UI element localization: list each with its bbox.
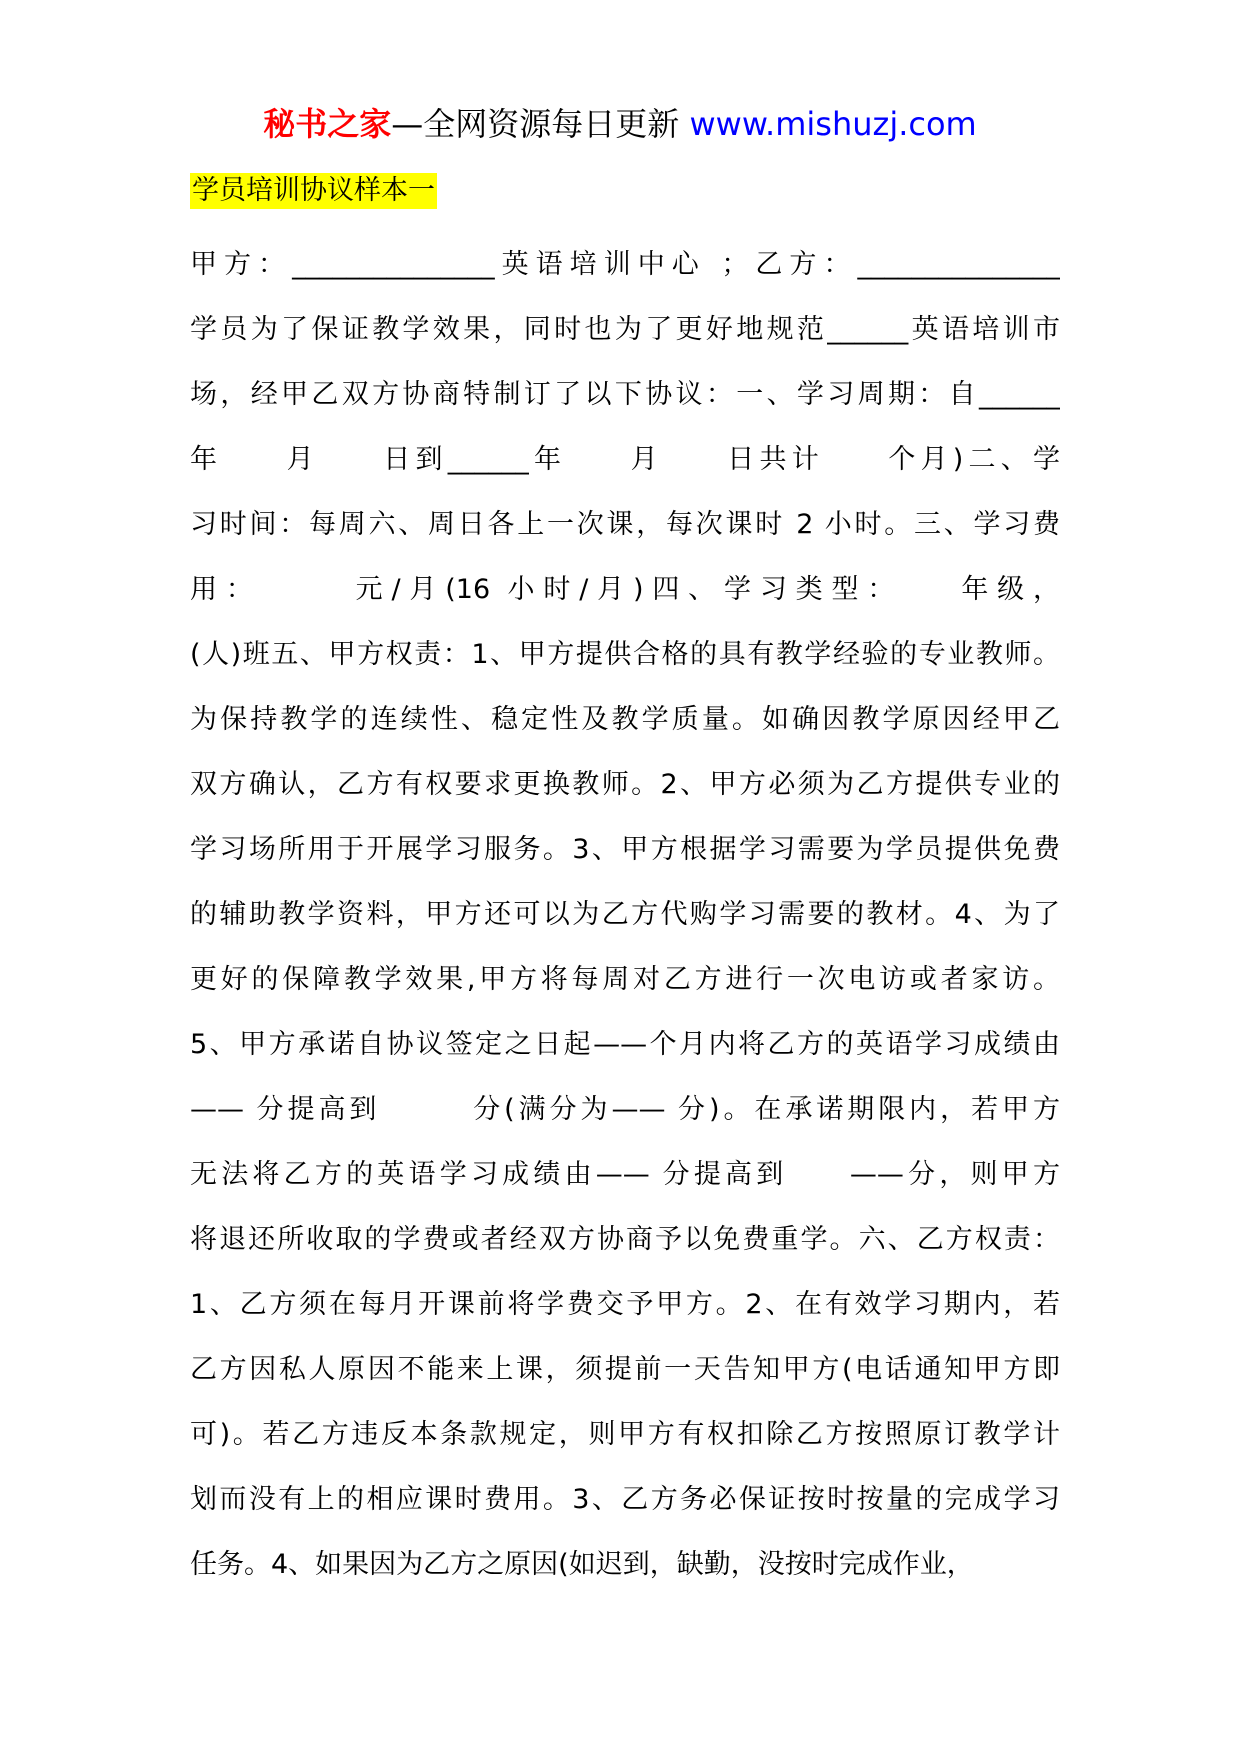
- document-title: 学员培训协议样本一: [190, 173, 437, 209]
- body-line: 1、乙方须在每月开课前将学费交予甲方。2、在有效学习期内，若: [190, 1289, 1060, 1320]
- site-url-link[interactable]: www.mishuzj.com: [689, 105, 977, 143]
- body-line: 为保持教学的连续性、稳定性及教学质量。如确因教学原因经甲乙: [190, 704, 1060, 735]
- body-line: (人)班五、甲方权责：1、甲方提供合格的具有教学经验的专业教师。: [190, 639, 1060, 670]
- body-line: 学员为了保证教学效果，同时也为了更好地规范______英语培训市: [190, 314, 1060, 345]
- body-line: 的辅助教学资料，甲方还可以为乙方代购学习需要的教材。4、为了: [190, 899, 1060, 930]
- body-line: 任务。4、如果因为乙方之原因(如迟到，缺勤，没按时完成作业，: [190, 1549, 974, 1580]
- site-tagline: —全网资源每日更新: [391, 105, 680, 143]
- body-line: 用： 元/月(16 小时/月)四、学习类型： 年级，: [190, 574, 1060, 605]
- body-line: 场，经甲乙双方协商特制订了以下协议：一、学习周期：自______: [190, 379, 1060, 410]
- body-line: 5、甲方承诺自协议签定之日起——个月内将乙方的英语学习成绩由: [190, 1029, 1060, 1060]
- body-line: 双方确认，乙方有权要求更换教师。2、甲方必须为乙方提供专业的: [190, 769, 1060, 800]
- body-line: 将退还所收取的学费或者经双方协商予以免费重学。六、乙方权责：: [190, 1224, 1060, 1255]
- body-line: 学习场所用于开展学习服务。3、甲方根据学习需要为学员提供免费: [190, 834, 1060, 865]
- body-line: —— 分提高到 分(满分为—— 分)。在承诺期限内，若甲方: [190, 1094, 1060, 1125]
- body-line: 无法将乙方的英语学习成绩由—— 分提高到 ——分，则甲方: [190, 1159, 1060, 1190]
- body-line: 甲方：_______________英语培训中心 ；乙方：_______________: [190, 249, 1060, 280]
- body-line: 乙方因私人原因不能来上课，须提前一天告知甲方(电话通知甲方即: [190, 1354, 1060, 1385]
- body-line: 年 月 日到______年 月 日共计 个月)二、学: [190, 444, 1060, 475]
- body-line: 习时间：每周六、周日各上一次课，每次课时 2 小时。三、学习费: [190, 509, 1060, 540]
- body-line: 更好的保障教学效果,甲方将每周对乙方进行一次电访或者家访。: [190, 964, 1060, 995]
- body-line: 可)。若乙方违反本条款规定，则甲方有权扣除乙方按照原订教学计: [190, 1419, 1060, 1450]
- body-line: 划而没有上的相应课时费用。3、乙方务必保证按时按量的完成学习: [190, 1484, 1060, 1515]
- brand-name: 秘书之家: [263, 105, 392, 143]
- document-body: [190, 232, 1060, 1597]
- site-header: [0, 100, 1240, 148]
